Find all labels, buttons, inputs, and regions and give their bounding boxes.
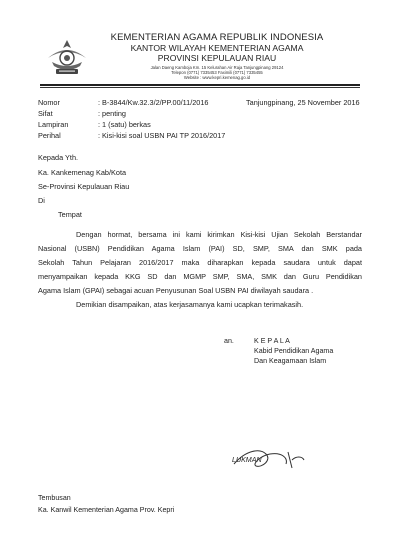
signature-an: an. bbox=[224, 337, 234, 345]
letterhead-divider-thin bbox=[40, 87, 360, 88]
letterhead-phone: Telepon (0771) 7335453 Faximili (0771) 7335455 bbox=[171, 70, 263, 75]
recipient-office: Ka. Kankemenag Kab/Kota bbox=[38, 168, 127, 177]
sifat-label: Sifat bbox=[38, 109, 53, 118]
letter-date: Tanjungpinang, 25 November 2016 bbox=[246, 98, 360, 107]
nomor-value: : B-3844/Kw.32.3/2/PP.00/11/2016 bbox=[98, 98, 209, 107]
signatory-name: LUKMAN bbox=[232, 456, 262, 464]
letterhead-office: KANTOR WILAYAH KEMENTERIAN AGAMA bbox=[130, 43, 304, 53]
tembusan-line-1: Ka. Kanwil Kementerian Agama Prov. Kepri bbox=[38, 506, 175, 514]
letterhead-ministry: KEMENTERIAN AGAMA REPUBLIK INDONESIA bbox=[110, 32, 324, 43]
closing-paragraph: Demikian disampaikan, atas kerjasamanya kami ucapkan terimakasih. bbox=[76, 300, 304, 309]
perihal-value: : Kisi-kisi soal USBN PAI TP 2016/2017 bbox=[98, 131, 226, 140]
tembusan-label: Tembusan bbox=[38, 494, 71, 502]
body-line-4: menyampaikan kepada KKG SD dan MGMP SMP, SMA, SMK dan Guru Pendidikan bbox=[38, 272, 362, 281]
body-line-1: Dengan hormat, bersama ini kami kirimkan Kisi-kisi Ujian Sekolah Berstandar bbox=[76, 230, 362, 239]
recipient-salutation: Kepada Yth. bbox=[38, 153, 79, 162]
body-line-3: Sekolah Tahun Pelajaran 2016/2017 maka diharapkan kepada saudara untuk dapat bbox=[38, 258, 362, 267]
signature-title: K E P A L A bbox=[254, 337, 290, 345]
signature-role-1: Kabid Pendidikan Agama bbox=[254, 347, 334, 355]
recipient-place: Tempat bbox=[58, 210, 82, 219]
sifat-value: : penting bbox=[98, 109, 126, 118]
perihal-label: Perihal bbox=[38, 131, 61, 140]
letterhead-divider bbox=[40, 84, 360, 86]
signature-role-2: Dan Keagamaan Islam bbox=[254, 357, 327, 365]
letterhead-province: PROVINSI KEPULAUAN RIAU bbox=[157, 53, 277, 63]
recipient-di: Di bbox=[38, 196, 45, 205]
body-line-5: Agama Islam (GPAI) sebagai acuan Penyusunan Soal USBN PAI diwilayah saudara . bbox=[38, 286, 314, 295]
letterhead-website: Website : www.kepri.kemenag.go.id bbox=[183, 75, 251, 80]
nomor-label: Nomor bbox=[38, 98, 60, 107]
lampiran-label: Lampiran bbox=[38, 120, 69, 129]
letterhead-address: Jalan Daeng Kamboja Km. 15 Kelurahan Air Raja Tanjungpinang 29124 bbox=[150, 65, 284, 70]
body-line-2: Nasional (USBN) Pendidikan Agama Islam (PAI) SD, SMP, SMA dan SMK pada bbox=[38, 244, 362, 253]
kemenag-emblem-icon bbox=[44, 38, 90, 78]
lampiran-value: : 1 (satu) berkas bbox=[98, 120, 151, 129]
recipient-province: Se-Provinsi Kepulauan Riau bbox=[38, 182, 130, 191]
